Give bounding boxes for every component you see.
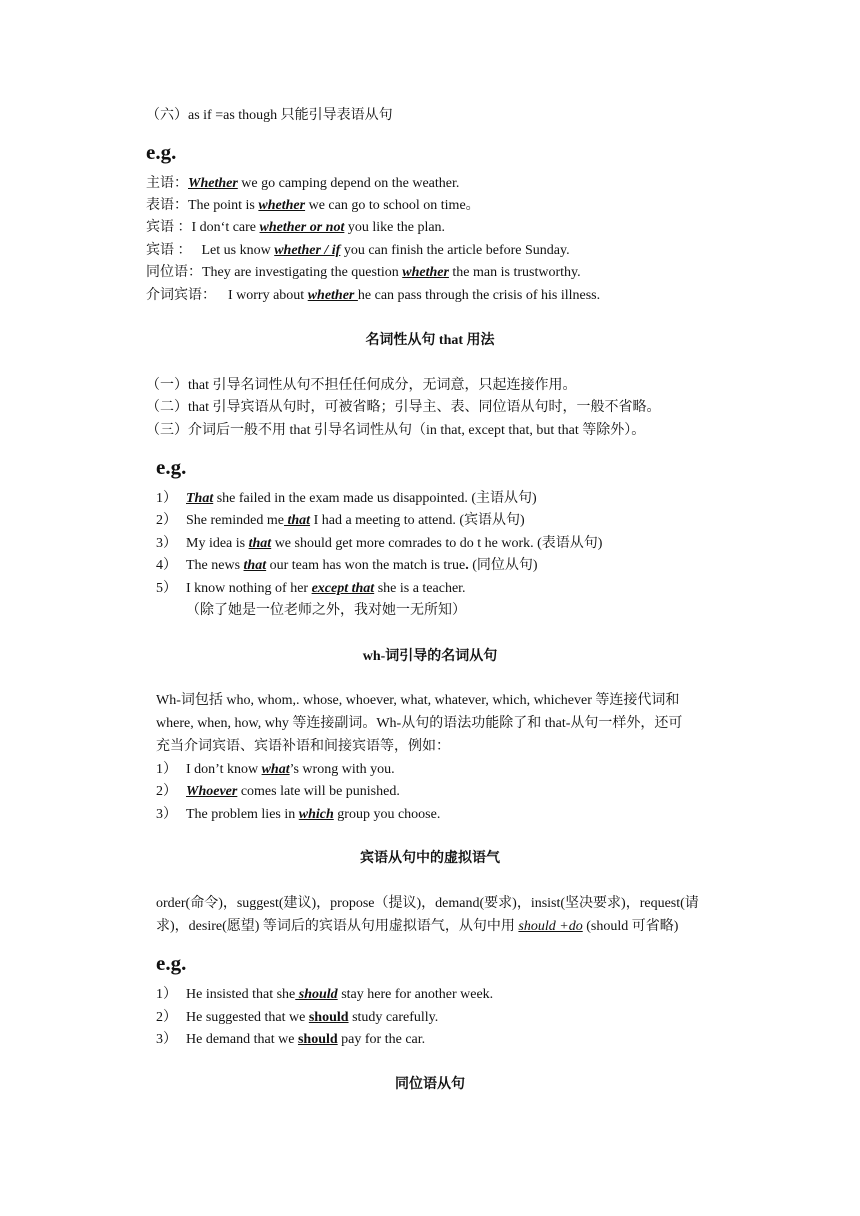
wh-example-1: 1） I don’t know what’s wrong with you. (156, 762, 395, 777)
as-if-rule: （六）as if =as though 只能引导表语从句 (146, 108, 393, 123)
subjunctive-paragraph-line-2: 求)，desire(愿望) 等词后的宾语从句用虚拟语气，从句中用 should +do (should 可省略) (156, 919, 679, 934)
wh-example-3: 3） The problem lies in which group you choose. (156, 807, 441, 822)
wh-paragraph-line-3: 充当介词宾语、宾语补语和间接宾语等，例如： (156, 739, 450, 754)
that-example-5-translation: （除了她是一位老师之外，我对她一无所知） (186, 603, 466, 618)
whether-example-subject: 主语：Whether we go camping depend on the weather. (146, 176, 460, 191)
subjunctive-example-3: 3） He demand that we should pay for the car. (156, 1032, 426, 1047)
eg-label: e.g. (156, 951, 187, 975)
wh-example-2: 2） Whoever comes late will be punished. (156, 784, 400, 799)
that-example-2: 2） She reminded me that I had a meeting to attend. (宾语从句) (156, 513, 525, 528)
whether-example-prep-object: 介词宾语： I worry about whether he can pass through the crisis of his illness. (146, 288, 601, 303)
subjunctive-example-2: 2） He suggested that we should study carefully. (156, 1010, 439, 1025)
whether-example-object-2: 宾语 ： Let us know whether / if you can finish the article before Sunday. (146, 243, 570, 258)
eg-label: e.g. (146, 140, 177, 164)
that-example-1: 1） That she failed in the exam made us disappointed. (主语从句) (156, 491, 537, 506)
whether-example-object-1: 宾语 ：I don‘t care whether or not you like the plan. (146, 220, 446, 235)
that-rule-1: （一）that 引导名词性从句不担任任何成分，无词意，只起连接作用。 (146, 378, 577, 393)
whether-example-appositive: 同位语：They are investigating the question whether the man is trustworthy. (146, 265, 581, 280)
subjunctive-example-1: 1） He insisted that she should stay here for another week. (156, 987, 494, 1002)
that-example-4: 4） The news that our team has won the match is true. (同位从句) (156, 558, 538, 573)
that-example-3: 3） My idea is that we should get more comrades to do t he work. (表语从句) (156, 536, 603, 551)
section-title-that: 名词性从句 that 用法 (365, 333, 495, 348)
section-title-subjunctive: 宾语从句中的虚拟语气 (360, 851, 500, 866)
that-example-5: 5） I know nothing of her except that she is a teacher. (156, 581, 466, 596)
wh-paragraph-line-1: Wh-词包括 who, whom,. whose, whoever, what, whatever, which, whichever 等连接代词和 (156, 693, 680, 708)
that-rule-2: （二）that 引导宾语从句时，可被省略；引导主、表、同位语从句时，一般不省略。 (146, 400, 661, 415)
that-rule-3: （三）介词后一般不用 that 引导名词性从句（in that, except that, but that 等除外）。 (146, 423, 646, 438)
whether-example-predicative: 表语：The point is whether we can go to school on time。 (146, 198, 480, 213)
wh-paragraph-line-2: where, when, how, why 等连接副词。Wh-从句的语法功能除了和 that-从句一样外，还可 (156, 716, 683, 731)
section-title-appositive: 同位语从句 (395, 1077, 465, 1092)
section-title-wh: wh-词引导的名词从句 (362, 649, 498, 664)
eg-label: e.g. (156, 455, 187, 479)
subjunctive-paragraph-line-1: order(命令)，suggest(建议)，propose（提议)，demand(要求)，insist(坚决要求)，request(请 (156, 896, 699, 911)
